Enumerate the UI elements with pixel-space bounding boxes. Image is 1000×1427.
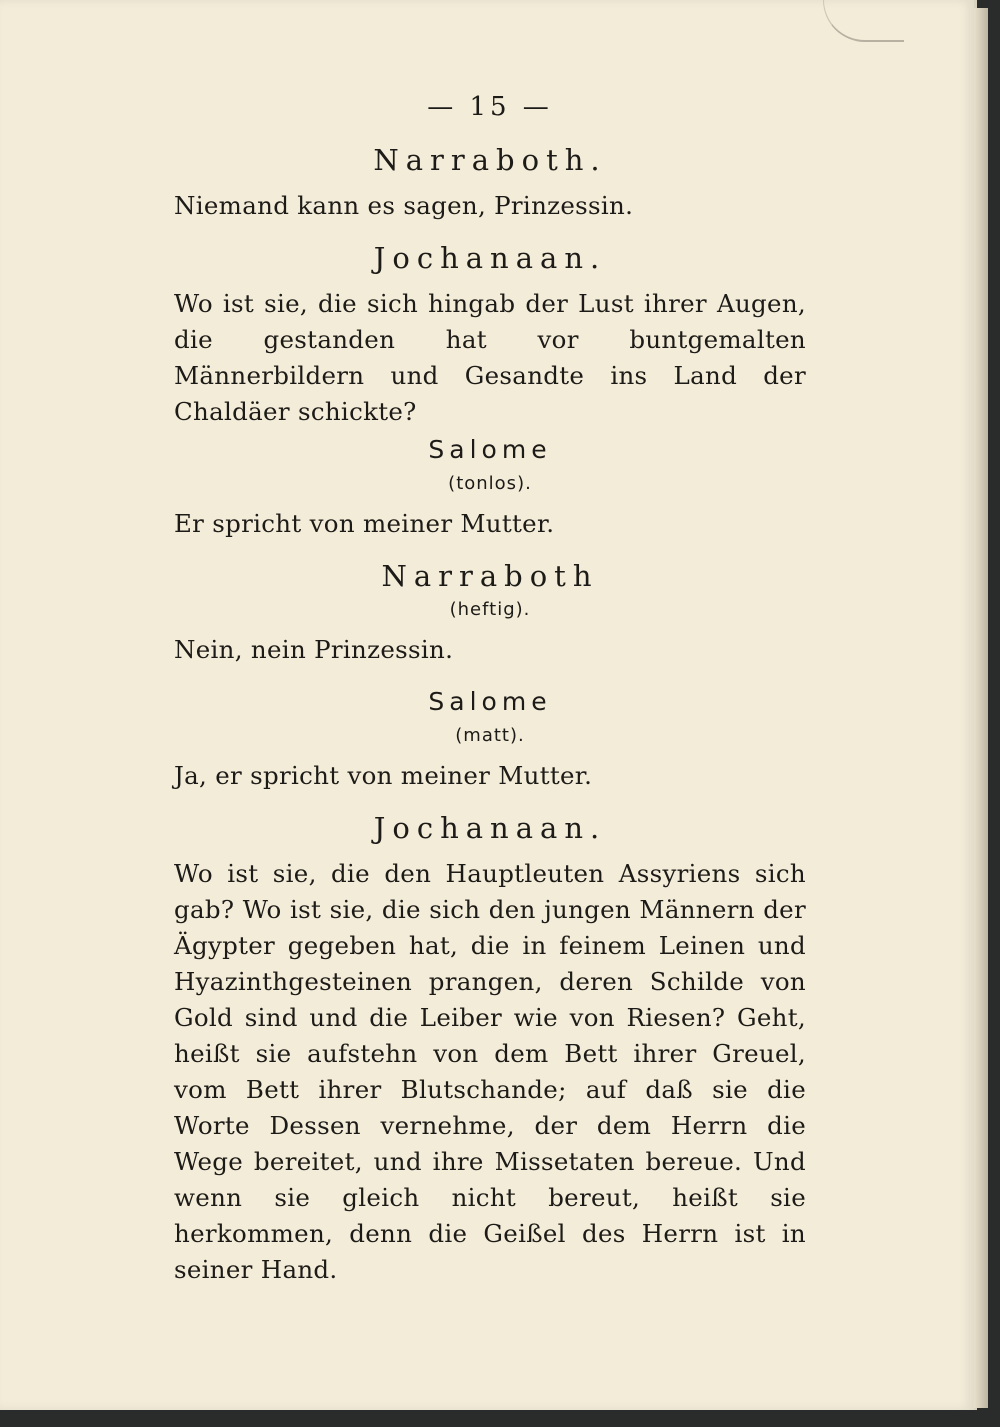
speaker-name: Narraboth. [373, 143, 607, 177]
stage-direction: (heftig). [449, 599, 531, 620]
page-number: — 15 — [427, 92, 553, 122]
folded-corner [823, 0, 904, 42]
speech-text: Er spricht von meiner Mutter. [174, 509, 555, 538]
page-edge [974, 8, 988, 1408]
stage-direction: (tonlos). [448, 473, 532, 494]
speech-text: Nein, nein Prinzessin. [174, 635, 454, 664]
speech-text: Wo ist sie, die den Hauptleuten Assyriens sich gab? Wo ist sie, die sich den jungen Männern der Ägypter gegeben hat, die in feinem Leinen und Hyazinthgesteinen prangen, deren Schilde von Gold sind und die Leiber wie von Riesen? Geht, heißt sie aufstehn von dem Bett ihrer Greuel, vom Bett ihrer Blutschande; auf daß sie die Worte Dessen vernehme, der dem Herrn die Wege bereitet, und ihre Missetaten bereue. Und wenn sie gleich nicht bereut, heißt sie herkommen, denn die Geißel des Herrn ist in seiner Hand. [174, 859, 806, 1284]
speaker-name: Narraboth [381, 559, 599, 593]
speaker-name: Jochanaan. [373, 811, 607, 845]
dialogue-block-3 [174, 430, 806, 542]
page-text [174, 92, 806, 1288]
speech-text: Wo ist sie, die sich hingab der Lust ihrer Augen, die gestanden hat vor buntgemalten Männerbildern und Gesandte ins Land der Chaldäer schickte? [174, 289, 806, 426]
dialogue-block-2 [174, 238, 806, 430]
dialogue-block-5 [174, 682, 806, 794]
speaker-name: Jochanaan. [373, 241, 607, 275]
speech-text: Ja, er spricht von meiner Mutter. [174, 761, 593, 790]
dialogue-block-1 [174, 140, 806, 224]
dialogue-block-6 [174, 808, 806, 1288]
dialogue-block-4 [174, 556, 806, 668]
speaker-name: Salome [428, 687, 552, 716]
speaker-name: Salome [428, 435, 552, 464]
stage-direction: (matt). [455, 725, 525, 746]
speech-text: Niemand kann es sagen, Prinzessin. [174, 191, 634, 220]
